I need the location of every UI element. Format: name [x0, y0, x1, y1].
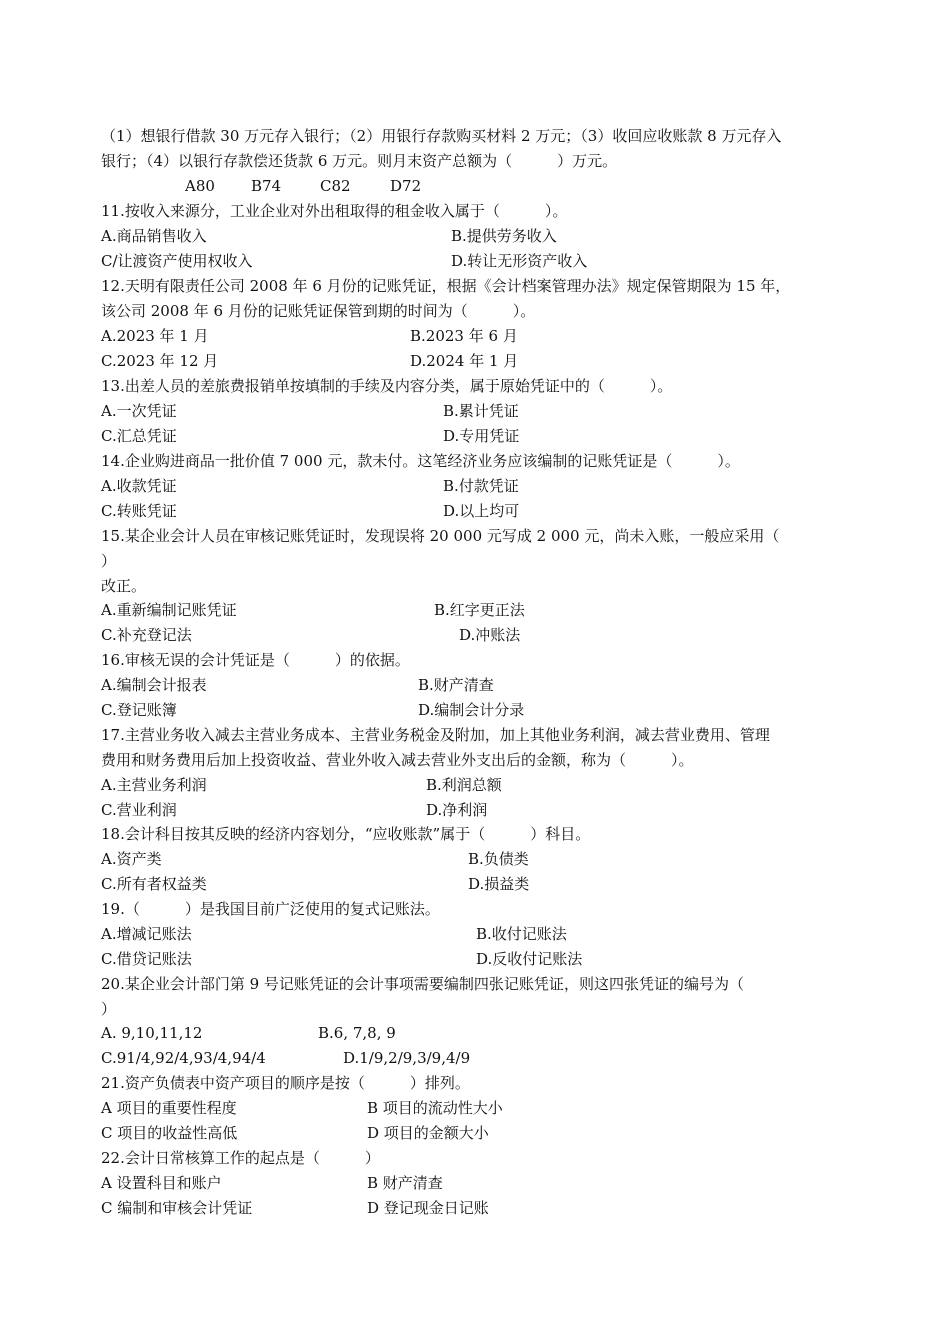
q11-stem: 11.按收入来源分，工业企业对外出租取得的租金收入属于（ ）。	[101, 202, 568, 220]
q18-option-a: A.资产类	[101, 850, 162, 868]
q21-option-c: C 项目的收益性高低	[101, 1124, 238, 1142]
q20-stem-2: ）	[101, 1000, 117, 1018]
q16-option-c: C.登记账簿	[101, 701, 177, 719]
q19-option-c: C.借贷记账法	[101, 950, 192, 968]
q15-stem-2: ）	[101, 552, 117, 570]
q12-stem-1: 12.天明有限责任公司 2008 年 6 月份的记账凭证，根据《会计档案管理办法》规定保管期限为 15 年，	[101, 277, 791, 295]
intro-line-1: （1）想银行借款 30 万元存入银行；（2）用银行存款购买材料 2 万元；（3）收回应收账款 8 万元存入	[101, 127, 782, 145]
q13-option-d: D.专用凭证	[443, 427, 520, 445]
q14-option-d: D.以上均可	[443, 502, 520, 520]
q12-option-b: B.2023 年 6 月	[410, 327, 518, 345]
q11-option-b: B.提供劳务收入	[451, 227, 557, 245]
q13-stem: 13.出差人员的差旅费报销单按填制的手续及内容分类，属于原始凭证中的（ ）。	[101, 377, 673, 395]
q18-stem: 18.会计科目按其反映的经济内容划分，“应收账款”属于（ ）科目。	[101, 825, 591, 843]
q11-option-c: C/让渡资产使用权收入	[101, 252, 253, 270]
q14-option-a: A.收款凭证	[101, 477, 177, 495]
q17-option-d: D.净利润	[426, 801, 488, 819]
q17-option-a: A.主营业务利润	[101, 776, 207, 794]
q17-stem-2: 费用和财务费用后加上投资收益、营业外收入减去营业外支出后的金额，称为（ ）。	[101, 751, 694, 769]
intro-line-2: 银行；（4）以银行存款偿还货款 6 万元。则月末资产总额为（ ）万元。	[101, 152, 618, 170]
q21-option-b: B 项目的流动性大小	[367, 1099, 503, 1117]
q16-option-a: A.编制会计报表	[101, 676, 207, 694]
q18-option-b: B.负债类	[468, 850, 529, 868]
q13-option-a: A.一次凭证	[101, 402, 177, 420]
q11-option-d: D.转让无形资产收入	[451, 252, 588, 270]
q15-stem-1: 15.某企业会计人员在审核记账凭证时，发现误将 20 000 元写成 2 000 元，尚未入账，一般应采用（	[101, 527, 780, 545]
q22-stem: 22.会计日常核算工作的起点是（ ）	[101, 1149, 380, 1167]
q14-option-b: B.付款凭证	[443, 477, 519, 495]
q13-option-c: C.汇总凭证	[101, 427, 177, 445]
q20-option-b: B.6, 7,8, 9	[318, 1024, 396, 1042]
q15-option-b: B.红字更正法	[434, 601, 525, 619]
q17-option-b: B.利润总额	[426, 776, 502, 794]
q19-stem: 19.（ ）是我国目前广泛使用的复式记账法。	[101, 900, 440, 918]
q20-option-a: A. 9,10,11,12	[101, 1024, 203, 1042]
q17-stem-1: 17.主营业务收入减去主营业务成本、主营业务税金及附加，加上其他业务利润，减去营业费用、管理	[101, 726, 770, 744]
intro-option-b: B74	[251, 177, 282, 195]
q14-stem: 14.企业购进商品一批价值 7 000 元，款未付。这笔经济业务应该编制的记账凭证是（ ）。	[101, 452, 740, 470]
q19-option-b: B.收付记账法	[476, 925, 567, 943]
q20-option-c: C.91/4,92/4,93/4,94/4	[101, 1049, 266, 1067]
q19-option-a: A.增减记账法	[101, 925, 192, 943]
q20-stem-1: 20.某企业会计部门第 9 号记账凭证的会计事项需要编制四张记账凭证，则这四张凭证的编号为（	[101, 975, 744, 993]
q16-option-b: B.财产清查	[418, 676, 494, 694]
q22-option-a: A 设置科目和账户	[101, 1174, 222, 1192]
q19-option-d: D.反收付记账法	[476, 950, 583, 968]
q15-option-a: A.重新编制记账凭证	[101, 601, 237, 619]
q22-option-d: D 登记现金日记账	[367, 1199, 489, 1217]
intro-option-c: C82	[320, 177, 351, 195]
q18-option-c: C.所有者权益类	[101, 875, 207, 893]
q22-option-c: C 编制和审核会计凭证	[101, 1199, 253, 1217]
q15-option-c: C.补充登记法	[101, 626, 192, 644]
q22-option-b: B 财产清查	[367, 1174, 443, 1192]
q21-option-a: A 项目的重要性程度	[101, 1099, 237, 1117]
q21-stem: 21.资产负债表中资产项目的顺序是按（ ）排列。	[101, 1074, 470, 1092]
q11-option-a: A.商品销售收入	[101, 227, 207, 245]
q16-stem: 16.审核无误的会计凭证是（ ）的依据。	[101, 651, 410, 669]
q15-option-d: D.冲账法	[459, 626, 521, 644]
q13-option-b: B.累计凭证	[443, 402, 519, 420]
q14-option-c: C.转账凭证	[101, 502, 177, 520]
q20-option-d: D.1/9,2/9,3/9,4/9	[343, 1049, 471, 1067]
q12-option-d: D.2024 年 1 月	[410, 352, 519, 370]
q16-option-d: D.编制会计分录	[418, 701, 525, 719]
q15-stem-3: 改正。	[101, 577, 147, 595]
q18-option-d: D.损益类	[468, 875, 530, 893]
q12-stem-2: 该公司 2008 年 6 月份的记账凭证保管到期的时间为（ ）。	[101, 302, 536, 320]
q12-option-c: C.2023 年 12 月	[101, 352, 219, 370]
intro-option-d: D72	[390, 177, 422, 195]
q17-option-c: C.营业利润	[101, 801, 177, 819]
q21-option-d: D 项目的金额大小	[367, 1124, 489, 1142]
q12-option-a: A.2023 年 1 月	[101, 327, 209, 345]
intro-option-a: A80	[185, 177, 215, 195]
